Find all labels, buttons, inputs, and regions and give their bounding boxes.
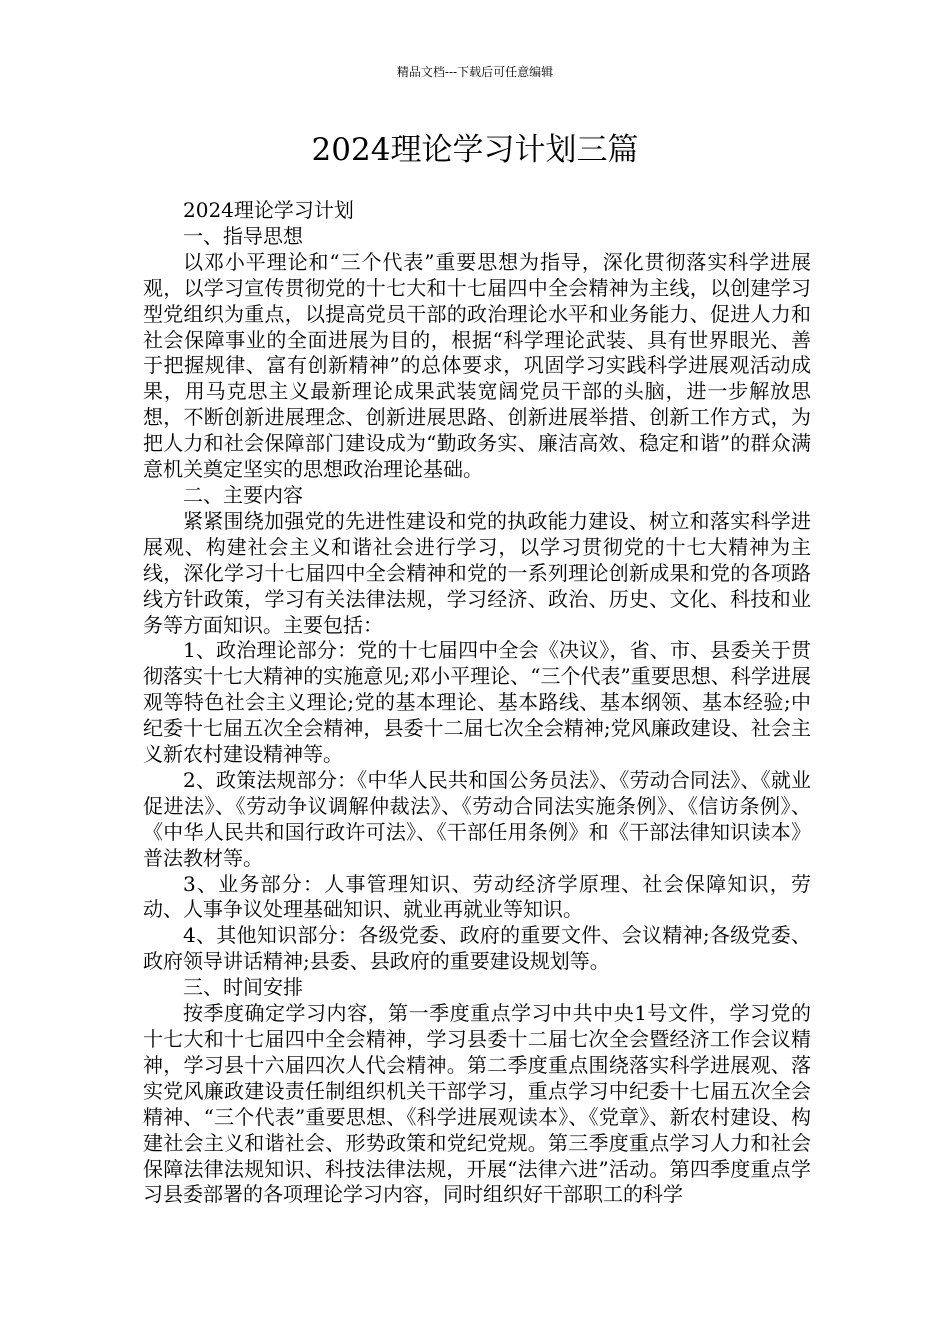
list-item-business: 3、业务部分：人事管理知识、劳动经济学原理、社会保障知识，劳动、人事争议处理基础知识、就业再就业等知识。: [143, 871, 811, 922]
section-heading-schedule: 三、时间安排: [183, 975, 303, 1000]
section-heading-guiding-ideology: 一、指导思想: [183, 223, 303, 248]
list-item-policy-regulations: 2、政策法规部分：《中华人民共和国公务员法》、《劳动合同法》、《就业促进法》、《劳动争议调解仲裁法》、《劳动合同法实施条例》、《信访条例》、《中华人民共和国行政许可法》、《干部任用条例》和《干部法律知识读本》普法教材等。: [143, 767, 811, 870]
body-paragraph: 以邓小平理论和“三个代表”重要思想为指导，深化贯彻落实科学进展观，以学习宣传贯彻党的十七大和十七届四中全会精神为主线，以创建学习型党组织为重点，以提高党员干部的政治理论水平和业务能力、促进人力和社会保障事业的全面进展为目的，根据“科学理论武装、具有世界眼光、善于把握规律、富有创新精神”的总体要求，巩固学习实践科学进展观活动成果，用马克思主义最新理论成果武装宽阔党员干部的头脑，进一步解放思想，不断创新进展理念、创新进展思路、创新进展举措、创新工作方式，为把人力和社会保障部门建设成为“勤政务实、廉洁高效、稳定和谐”的群众满意机关奠定坚实的思想政治理论基础。: [143, 249, 811, 482]
header-note: 精品文档---下载后可任意编辑: [396, 65, 554, 79]
section-heading-main-content: 二、主要内容: [183, 482, 303, 507]
document-body: [143, 198, 811, 1208]
body-paragraph: 按季度确定学习内容，第一季度重点学习中共中央1号文件，学习党的十七大和十七届四中全会精神，学习县委十二届七次全会暨经济工作会议精神，学习县十六届四次人代会精神。第二季度重点围绕落实科学进展观、落实党风廉政建设责任制组织机关干部学习，重点学习中纪委十七届五次全会精神、“三个代表”重要思想、《科学进展观读本》、《党章》、新农村建设、构建社会主义和谐社会、形势政策和党纪党规。第三季度重点学习人力和社会保障法律法规知识、科技法律法规，开展“法律六进”活动。第四季度重点学习县委部署的各项理论学习内容，同时组织好干部职工的科学: [143, 1001, 811, 1207]
list-item-political-theory: 1、政治理论部分：党的十七届四中全会《决议》，省、市、县委关于贯彻落实十七大精神的实施意见;邓小平理论、“三个代表”重要思想、科学进展观等特色社会主义理论;党的基本理论、基本路线、基本纲领、基本经验;中纪委十七届五次全会精神，县委十二届七次全会精神;党风廉政建设、社会主义新农村建设精神等。: [143, 638, 811, 767]
body-paragraph: 紧紧围绕加强党的先进性建设和党的执政能力建设、树立和落实科学进展观、构建社会主义和谐社会进行学习，以学习贯彻党的十七大精神为主线，深化学习十七届四中全会精神和党的一系列理论创新成果和党的各项路线方针政策，学习有关法律法规，学习经济、政治、历史、文化、科技和业务等方面知识。主要包括：: [143, 508, 811, 637]
subtitle-paragraph: 2024理论学习计划: [183, 198, 354, 222]
list-item-other-knowledge: 4、其他知识部分：各级党委、政府的重要文件、会议精神;各级党委、政府领导讲话精神;县委、县政府的重要建设规划等。: [143, 923, 811, 974]
document-title: 2024理论学习计划三篇: [311, 132, 639, 168]
